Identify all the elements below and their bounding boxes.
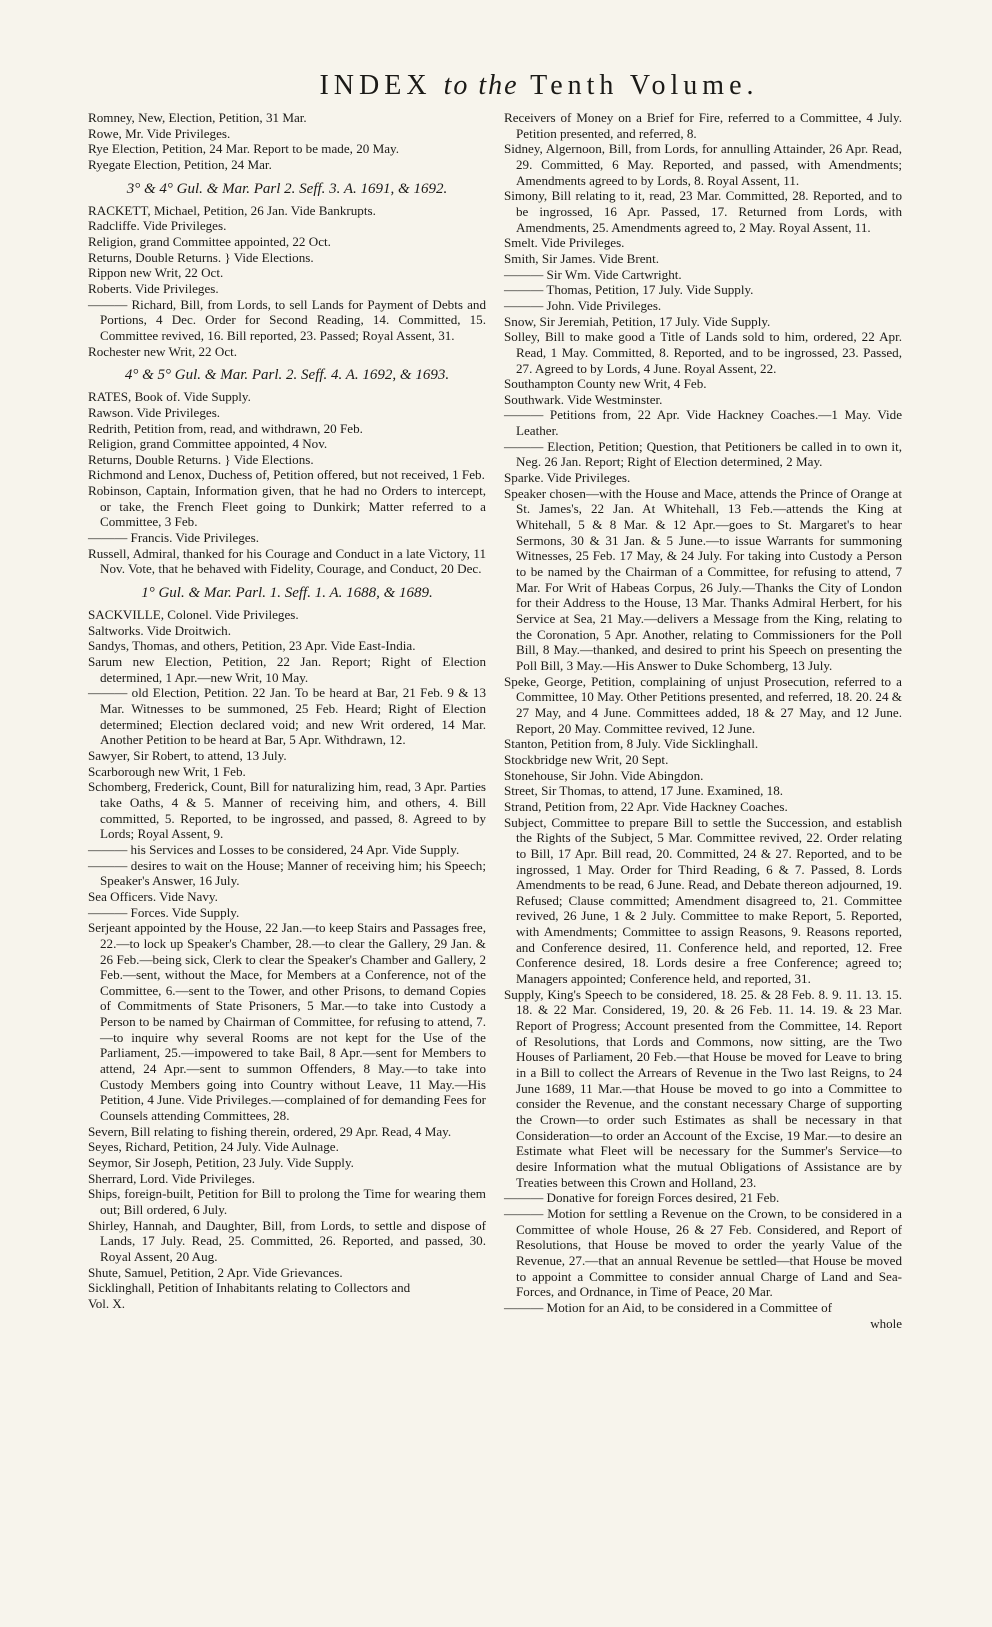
index-entry: Smith, Sir James. Vide Brent. <box>504 250 660 266</box>
index-entry: Supply, King's Speech to be considered, 18. 25. & 28 Feb. 8. 9. 11. 13. 15. 18. & 22 Mar. Considered, 19, 20. & 26 Feb. 11. 14. 19. & 23 Mar. Report of Progress; Account presented from the Committee, 14. Report of Resolutions, that Lords and Commons, now sitting, are the Two Houses of Parliament, 20 Feb.—that House be moved for Leave to bring in a Bill to collect the Arrears of Revenue in the Two last Reigns, to 24 June 1689, 11 Mar.—that House be moved to go into a Committee to consider the Revenue, and the constant necessary Charge of supporting the Crown—to order such Estimates as shall be necessary in that Consideration—to order an Account of the Excise, 19 Mar.—to desire an Estimate what Fleet will be necessary for the Summer's Service—to desire Information what the mutual Obligations of Assistance are by Treaties between this Crown and Holland, 23. <box>504 986 902 1190</box>
section-2-entries <box>88 389 486 577</box>
catchword: whole <box>870 1315 902 1331</box>
index-entry: Serjeant appointed by the House, 22 Jan.—to keep Stairs and Passages free, 22.—to lock up Speaker's Chamber, 28.—to clear the Gallery, 29 Jan. & 26 Feb.—being sick, Clerk to clear the Speaker's Chamber and Gallery, 2 Feb.—sent, without the Mace, for Members at a Conference, not of the Committee, 6.—sent to the Tower, and other Prisons, to demand Copies of Commitments of State Prisoners, 5 Mar.—to take into Custody a Person to be named by Chairman of Committee, for refusing to attend, 7.—to inquire why several Rooms are not kept for the Use of the Parliament, 25.—impowered to take Bail, 8 Apr.—sent for Members to attend, 24 Apr.—sent to summon Offenders, 8 May.—to take into Custody Members going into Country without Leave, 11 May.—His Petition, 4 June. Vide Privileges.—complained of for demanding Fees for Counsels attending Committees, 28. <box>88 920 486 1124</box>
index-entry: ——— Donative for foreign Forces desired, 21 Feb. <box>504 1190 780 1206</box>
section-3-entries <box>88 607 486 1296</box>
index-entry: Rye Election, Petition, 24 Mar. Report to be made, 20 May. <box>88 141 400 157</box>
index-entry: ——— Sir Wm. Vide Cartwright. <box>504 266 682 282</box>
index-entry: Religion, grand Committee appointed, 4 Nov. <box>88 436 328 452</box>
index-entry: Seyes, Richard, Petition, 24 July. Vide Aulnage. <box>88 1139 339 1155</box>
index-entry: Sparke. Vide Privileges. <box>504 470 631 486</box>
index-entry: Russell, Admiral, thanked for his Courage and Conduct in a late Victory, 11 Nov. Vote, that he behaved with Fidelity, Courage, and Conduct, 20 Dec. <box>88 545 486 577</box>
index-entry: Rowe, Mr. Vide Privileges. <box>88 125 231 141</box>
index-entry: Southwark. Vide Westminster. <box>504 391 663 407</box>
index-entry: Rawson. Vide Privileges. <box>88 404 221 420</box>
index-entry: Strand, Petition from, 22 Apr. Vide Hackney Coaches. <box>504 798 788 814</box>
index-entry: ——— Forces. Vide Supply. <box>88 904 240 920</box>
section-heading-2: 4° & 5° Gul. & Mar. Parl. 2. Seff. 4. A. 1692, & 1693. <box>124 367 450 384</box>
index-entry: ——— Thomas, Petition, 17 July. Vide Supply. <box>504 282 754 298</box>
index-entry: ——— Election, Petition; Question, that Petitioners be called in to own it, Neg. 26 Jan. Report; Right of Election determined, 2 May. <box>504 438 902 470</box>
index-entry: ——— John. Vide Privileges. <box>504 297 662 313</box>
index-entry: Radcliffe. Vide Privileges. <box>88 218 227 234</box>
index-entry: Redrith, Petition from, read, and withdrawn, 20 Feb. <box>88 420 363 436</box>
index-entry: Schomberg, Frederick, Count, Bill for naturalizing him, read, 3 Apr. Parties take Oaths, 4 & 5. Manner of receiving him, and others, 4. Bill committed, 5. Reported, to be ingrossed, and passed, 8. Agreed to by Lords; Royal Assent, 9. <box>88 779 486 842</box>
index-entry: ——— Richard, Bill, from Lords, to sell Lands for Payment of Debts and Portions, 4 Dec. Order for Second Reading, 14. Committed, 15. Committee revived, 16. Bill reported, 23. Passed; Royal Assent, 31. <box>88 296 486 343</box>
index-entry: Solley, Bill to make good a Title of Lands sold to him, ordered, 22 Apr. Read, 1 May. Committed, 8. Reported, and to be ingrossed, 23. Passed, 27. Agreed to by Lords, 4 June. Royal Assent, 22. <box>504 329 902 376</box>
index-entry: Stockbridge new Writ, 20 Sept. <box>504 751 669 767</box>
index-entry: Shute, Samuel, Petition, 2 Apr. Vide Grievances. <box>88 1264 343 1280</box>
index-entry: SACKVILLE, Colonel. Vide Privileges. <box>88 607 299 623</box>
index-entry: Shirley, Hannah, and Daughter, Bill, from Lords, to settle and dispose of Lands, 17 July. Read, 25. Committed, 26. Reported, and passed, 30. Royal Assent, 20 Aug. <box>88 1217 486 1264</box>
index-entry: Robinson, Captain, Information given, that he had no Orders to intercept, or take, the French Fleet going to Dunkirk; Matter referred to a Committee, 3 Feb. <box>88 483 486 530</box>
index-entry: Saltworks. Vide Droitwich. <box>88 622 231 638</box>
index-entry: Sidney, Algernoon, Bill, from Lords, for annulling Attainder, 26 Apr. Read, 29. Committed, 6 May. Reported, and passed, with Amendments; Amendments agreed to by Lords, 8. Royal Assent, 11. <box>504 141 902 188</box>
index-entry: Sea Officers. Vide Navy. <box>88 888 218 904</box>
index-entry: ——— desires to wait on the House; Manner of receiving him; his Speech; Speaker's Answer, 16 July. <box>88 857 486 889</box>
index-entry: Sicklinghall, Petition of Inhabitants relating to Collectors and <box>88 1280 411 1296</box>
index-entry: ——— Motion for an Aid, to be considered in a Committee of <box>504 1299 833 1315</box>
pre-entries <box>88 110 486 173</box>
index-entry: ——— Francis. Vide Privileges. <box>88 530 259 546</box>
index-entry: RACKETT, Michael, Petition, 26 Jan. Vide Bankrupts. <box>88 202 376 218</box>
index-entry: ——— Petitions from, 22 Apr. Vide Hackney Coaches.—1 May. Vide Leather. <box>504 407 902 439</box>
title-to-the: to the <box>443 70 519 101</box>
index-entry: Southampton County new Writ, 4 Feb. <box>504 376 707 392</box>
index-entry: Stonehouse, Sir John. Vide Abingdon. <box>504 767 704 783</box>
volume-footer: Vol. X. <box>88 1295 125 1311</box>
index-entry: Returns, Double Returns. } Vide Elections. <box>88 451 314 467</box>
index-entry: Romney, New, Election, Petition, 31 Mar. <box>88 110 307 125</box>
index-entry: Sarum new Election, Petition, 22 Jan. Report; Right of Election determined, 1 Apr.—new Writ, 10 May. <box>88 654 486 685</box>
section-heading-3: 1° Gul. & Mar. Parl. 1. Seff. 1. A. 1688, & 1689. <box>141 585 433 602</box>
index-entry: Sawyer, Sir Robert, to attend, 13 July. <box>88 747 287 763</box>
index-entry: Ships, foreign-built, Petition for Bill to prolong the Time for wearing them out; Bill ordered, 6 July. <box>88 1186 486 1217</box>
index-entry: Returns, Double Returns. } Vide Elections. <box>88 249 314 265</box>
index-entry: Speaker chosen—with the House and Mace, attends the Prince of Orange at St. James's, 22 Jan. At Whitehall, 13 Feb.—attends the King at Whitehall, 5 & 8 Mar. & 12 Apr.—goes to St. Margaret's to hear Sermons, 30 & 31 Jan. & 5 June.—to issue Warrants for summoning Witnesses, 25 Feb. 17 May, & 24 July. For taking into Custody a Person to be named by the Chairman of a Committee, for refusing to attend, 7 Mar. For Writ of Habeas Corpus, 26 July.—Thanks the City of London for their Address to the House, 13 Mar. Thanks Admiral Herbert, for his Service at Sea, 21 May.—delivers a Message from the King, relating to the Coronation, 5 Apr. Another, relating to Commissioners for the Poll Bill, 8 May.—thanked, and desired to print his Speech on presenting the Poll Bill, 3 May.—His Answer to Duke Schomberg, 13 July. <box>504 485 902 673</box>
index-entry: Speke, George, Petition, complaining of unjust Prosecution, referred to a Committee, 10 May. Other Petitions presented, and referred, 18. 20. 24 & 27 May, and 4 June. Committees added, 18 & 27 May, and 12 June. Report, 20 May. Committee revived, 12 June. <box>504 673 902 736</box>
index-entry: ——— old Election, Petition. 22 Jan. To be heard at Bar, 21 Feb. 9 & 13 Mar. Witnesses to be summoned, 25 Feb. Heard; Right of Election determined; Election declared void; and new Writ ordered, 14 Mar. Another Petition to be heard at Bar, 5 Apr. Withdrawn, 12. <box>88 685 486 748</box>
index-entry: Religion, grand Committee appointed, 22 Oct. <box>88 233 331 249</box>
index-entry: Severn, Bill relating to fishing therein, ordered, 29 Apr. Read, 4 May. <box>88 1123 452 1139</box>
section-heading-1: 3° & 4° Gul. & Mar. Parl 2. Seff. 3. A. 1691, & 1692. <box>126 180 448 197</box>
index-entry: Receivers of Money on a Brief for Fire, referred to a Committee, 4 July. Petition presented, and referred, 8. <box>504 110 902 141</box>
section-1-entries <box>88 203 486 360</box>
index-entry: Seymor, Sir Joseph, Petition, 23 July. Vide Supply. <box>88 1155 354 1171</box>
index-entry: Roberts. Vide Privileges. <box>88 280 219 296</box>
index-entry: Sandys, Thomas, and others, Petition, 23 Apr. Vide East-India. <box>88 638 416 654</box>
index-entry: Rippon new Writ, 22 Oct. <box>88 265 224 281</box>
index-entry: Rochester new Writ, 22 Oct. <box>88 343 238 359</box>
index-entry: Smelt. Vide Privileges. <box>504 235 625 251</box>
index-entry: Richmond and Lenox, Duchess of, Petition offered, but not received, 1 Feb. <box>88 467 485 483</box>
index-entry: Stanton, Petition from, 8 July. Vide Sicklinghall. <box>504 736 759 752</box>
index-entry: RATES, Book of. Vide Supply. <box>88 389 251 405</box>
left-column <box>88 110 486 1331</box>
title-volume: Tenth Volume. <box>530 70 759 101</box>
index-entry: ——— his Services and Losses to be considered, 24 Apr. Vide Supply. <box>88 841 460 857</box>
index-entry: Snow, Sir Jeremiah, Petition, 17 July. Vide Supply. <box>504 313 771 329</box>
index-entry: Subject, Committee to prepare Bill to settle the Succession, and establish the Rights of the Subject, 5 Mar. Committee revived, 22. Order relating to Bill, 17 Apr. Bill read, 20. Committed, 24 & 27. Reported, and to be ingrossed, 1 May. Order for Third Reading, 6 & 7. Passed, 8. Lords Amendments to be read, 6 June. Read, and Debate thereon adjourned, 19. Refused; Clause committed; Amendment disagreed to, 21. Committee revived, 26 June, 1 & 2 July. Committee to make Report, 5. Reported, with Amendments; Committee to assign Reasons, 9. Reasons reported, and Conference desired, 11. Conference held, and reported, 12. Free Conference desired, 18. Lords desire a free Conference; agreed to; Managers appointed; Conference held, and reported, 31. <box>504 814 902 987</box>
right-entries <box>504 110 902 1316</box>
title-index: INDEX <box>319 70 432 101</box>
right-column <box>504 110 902 1331</box>
index-entry: Street, Sir Thomas, to attend, 17 June. Examined, 18. <box>504 783 784 799</box>
index-entry: Sherrard, Lord. Vide Privileges. <box>88 1170 255 1186</box>
index-entry: ——— Motion for settling a Revenue on the Crown, to be considered in a Committee of whole House, 26 & 27 Feb. Considered, and Report of Resolutions, that House be moved to order the yearly Value of the Revenue, 27.—that an annual Revenue be settled—that House be moved to appoint a Committee to consider annual Charge of Land and Sea-Forces, and Ordnance, in Time of Peace, 20 Mar. <box>504 1205 902 1300</box>
index-entry: Simony, Bill relating to it, read, 23 Mar. Committed, 28. Reported, and to be ingrossed, 16 Apr. Passed, 17. Returned from Lords, with Amendments, 25. Amendments agreed to, 2 May. Royal Assent, 11. <box>504 188 902 235</box>
index-entry: Scarborough new Writ, 1 Feb. <box>88 763 246 779</box>
page-title <box>88 70 972 102</box>
index-entry: Ryegate Election, Petition, 24 Mar. <box>88 156 272 172</box>
